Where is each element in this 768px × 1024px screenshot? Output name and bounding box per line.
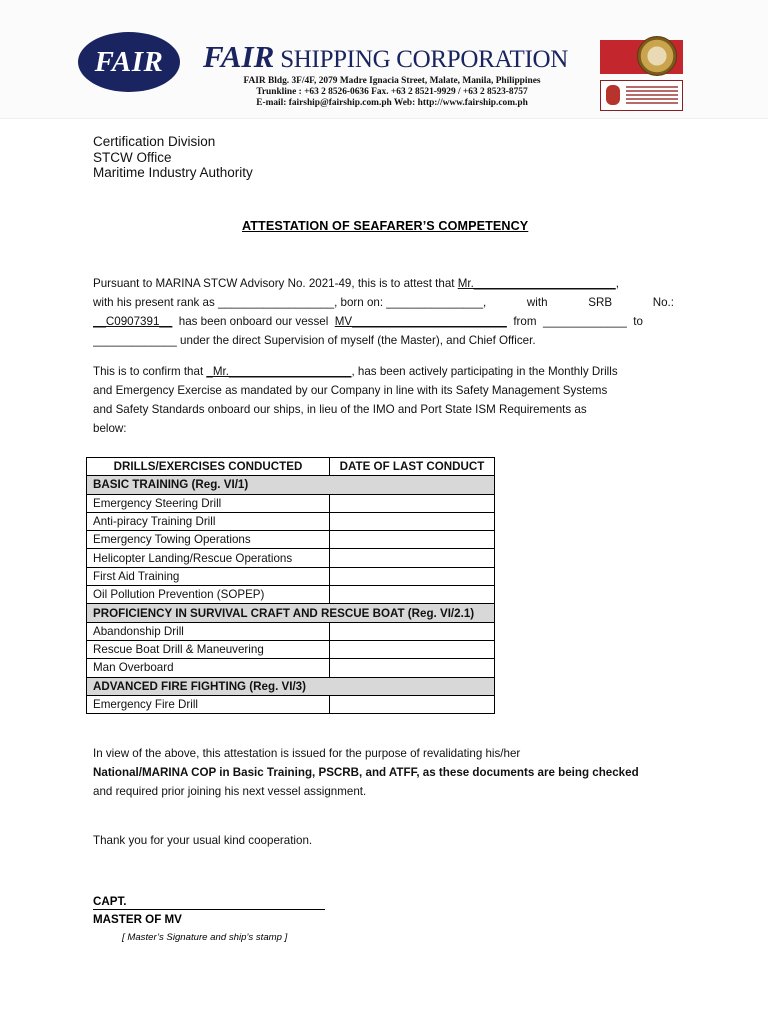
company-name-rest: SHIPPING CORPORATION xyxy=(274,46,568,73)
table-row xyxy=(87,695,495,713)
p1-text: with his present rank as xyxy=(93,296,219,309)
p1-text: from xyxy=(506,315,543,328)
drill-date-cell xyxy=(330,512,495,530)
closing-line: Thank you for your usual kind cooperation. xyxy=(93,834,313,847)
drill-date-cell xyxy=(330,622,495,640)
p2-text: This is to confirm that xyxy=(93,365,207,378)
company-name-bold: FAIR xyxy=(203,39,275,74)
drill-name-cell: Emergency Towing Operations xyxy=(87,531,330,549)
drill-name-cell: Oil Pollution Prevention (SOPEP) xyxy=(87,586,330,604)
captain-signature-line xyxy=(93,895,127,908)
table-row xyxy=(87,531,495,549)
company-contact xyxy=(222,76,562,109)
p1-text: with xyxy=(526,296,548,309)
addressee-line: Maritime Industry Authority xyxy=(93,165,253,180)
birthdate-field: _______________ xyxy=(386,296,484,309)
column-header: DATE OF LAST CONDUCT xyxy=(330,458,495,476)
drill-name-cell: Emergency Steering Drill xyxy=(87,494,330,512)
p1-text: Pursuant to MARINA STCW Advisory No. 2021-49, this is to attest that xyxy=(93,277,458,290)
p2-line: and Emergency Exercise as mandated by our Company in line with its Safety Management Systems xyxy=(93,384,608,397)
master-label: MASTER OF MV xyxy=(93,913,182,926)
table-header-row xyxy=(87,458,495,476)
column-header: DRILLS/EXERCISES CONDUCTED xyxy=(87,458,330,476)
paragraph-attestation xyxy=(93,274,674,350)
certificate-text-lines xyxy=(626,86,678,106)
p3-line: and required prior joining his next vessel assignment. xyxy=(93,785,367,798)
drill-date-cell xyxy=(330,695,495,713)
drill-name-cell: Anti-piracy Training Drill xyxy=(87,512,330,530)
drill-date-cell xyxy=(330,640,495,658)
table-row xyxy=(87,622,495,640)
vessel-name-field: MV________________________ xyxy=(334,315,507,328)
paragraph-purpose xyxy=(93,744,674,801)
rank-field: __________________ xyxy=(218,296,335,309)
company-logo: FAIR xyxy=(78,32,180,92)
bureau-veritas-seal-icon xyxy=(637,36,677,76)
compliance-certificate-badge xyxy=(600,80,683,111)
drill-date-cell xyxy=(330,659,495,677)
addressee-block xyxy=(93,134,253,181)
signature-note: [ Master’s Signature and ship’s stamp ] xyxy=(122,932,288,943)
table-row xyxy=(87,567,495,585)
company-name xyxy=(203,39,568,75)
table-row xyxy=(87,586,495,604)
table-row xyxy=(87,549,495,567)
iso-certification-badge xyxy=(600,40,683,74)
p1-punct: , xyxy=(483,296,487,309)
company-email: E-mail: fairship@fairship.com.ph Web: http://www.fairship.com.ph xyxy=(256,98,528,108)
addressee-line: Certification Division xyxy=(93,134,216,149)
section-label: ADVANCED FIRE FIGHTING (Reg. VI/3) xyxy=(87,677,495,695)
company-address: FAIR Bldg. 3F/4F, 2079 Madre Ignacia Street, Malate, Manila, Philippines xyxy=(243,76,541,86)
drill-date-cell xyxy=(330,531,495,549)
closing-text xyxy=(93,831,674,850)
p2-line: below: xyxy=(93,422,127,435)
letterhead xyxy=(0,0,768,119)
p1-text: to xyxy=(626,315,643,328)
table-section-row xyxy=(87,604,495,622)
srb-number-field: __C0907391__ xyxy=(93,315,173,328)
p1-text: , born on: xyxy=(334,296,387,309)
drill-date-cell xyxy=(330,567,495,585)
drill-name-cell: Helicopter Landing/Rescue Operations xyxy=(87,549,330,567)
drill-date-cell xyxy=(330,549,495,567)
seafarer-name-field-2: _Mr.___________________ xyxy=(206,365,352,378)
drill-date-cell xyxy=(330,494,495,512)
p2-text: , has been actively participating in the Monthly Drills xyxy=(351,365,618,378)
captain-label: CAPT. xyxy=(93,895,127,908)
p1-text: SRB xyxy=(588,296,613,309)
drill-name-cell: Abandonship Drill xyxy=(87,622,330,640)
paragraph-confirmation xyxy=(93,362,674,438)
company-phone: Trunkline : +63 2 8526-0636 Fax. +63 2 8521-9929 / +63 2 8523-8757 xyxy=(256,87,528,97)
seafarer-name-field: Mr.______________________ xyxy=(457,277,616,290)
table-section-row xyxy=(87,476,495,494)
certificate-emblem-icon xyxy=(606,85,620,105)
table-row xyxy=(87,659,495,677)
drills-table xyxy=(86,457,495,714)
table-row xyxy=(87,512,495,530)
p3-line: National/MARINA COP in Basic Training, PSCRB, and ATFF, as these documents are being checked xyxy=(93,766,639,779)
table-row xyxy=(87,494,495,512)
addressee-line: STCW Office xyxy=(93,149,172,165)
section-label: BASIC TRAINING (Reg. VI/1) xyxy=(87,476,495,494)
table-section-row xyxy=(87,677,495,695)
drill-name-cell: Emergency Fire Drill xyxy=(87,695,330,713)
to-date-field: _____________ xyxy=(93,334,177,347)
drills-table-body xyxy=(87,476,495,714)
drill-name-cell: Man Overboard xyxy=(87,659,330,677)
signature-rule xyxy=(93,909,325,910)
p3-line: In view of the above, this attestation is issued for the purpose of revalidating his/her xyxy=(93,747,521,760)
table-row xyxy=(87,640,495,658)
document-title: ATTESTATION OF SEAFARER’S COMPETENCY xyxy=(242,219,529,233)
drill-date-cell xyxy=(330,586,495,604)
p1-text: under the direct Supervision of myself (the Master), and Chief Officer. xyxy=(176,334,536,347)
p2-line: and Safety Standards onboard our ships, in lieu of the IMO and Port State ISM Requirements as xyxy=(93,403,587,416)
p1-text: No.: xyxy=(652,296,674,309)
drill-name-cell: First Aid Training xyxy=(87,567,330,585)
section-label: PROFICIENCY IN SURVIVAL CRAFT AND RESCUE BOAT (Reg. VI/2.1) xyxy=(87,604,495,622)
p1-punct: , xyxy=(615,277,619,290)
drill-name-cell: Rescue Boat Drill & Maneuvering xyxy=(87,640,330,658)
p1-text: has been onboard our vessel xyxy=(172,315,335,328)
from-date-field: _____________ xyxy=(542,315,627,328)
